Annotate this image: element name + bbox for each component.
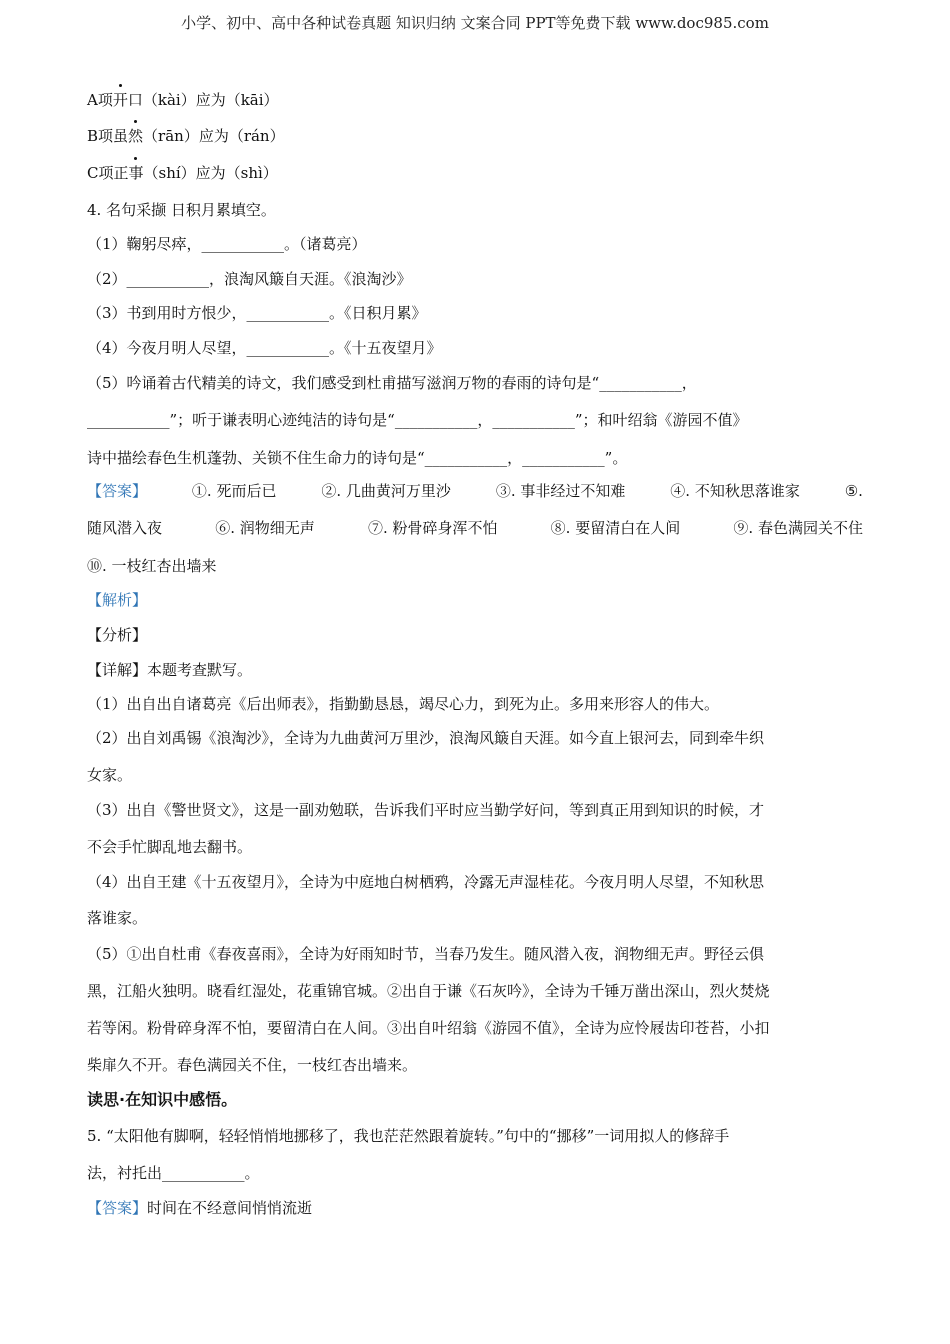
xiangjie-label: 【详解】本题考查默写。: [87, 661, 253, 679]
answer-item: ①. 死而后已: [191, 482, 277, 500]
detail-4-line2: 落谁家。: [87, 909, 148, 927]
emphasis-char: 事: [128, 164, 144, 182]
q3-option-b: B项虽然（rān）应为（rán）: [87, 127, 285, 145]
q4-item-5-line3: 诗中描绘春色生机蓬勃、关锁不住生命力的诗句是“___________，___________”。: [87, 449, 628, 467]
q4-item-3: （3）书到用时方恨少，___________。《日积月累》: [87, 304, 427, 322]
answer-item: ⑥. 润物细无声: [215, 519, 315, 537]
q4-answer-line1: [87, 480, 863, 502]
q4-item-5-line2: ___________”；听于谦表明心迹纯洁的诗句是“___________，___________”；和叶绍翁《游园不值》: [87, 411, 748, 429]
detail-3-line2: 不会手忙脚乱地去翻书。: [87, 838, 253, 856]
fenxi-label: 【分析】: [87, 626, 148, 644]
q4-item-5-line1: （5）吟诵着古代精美的诗文，我们感受到杜甫描写滋润万物的春雨的诗句是“___________，: [87, 374, 697, 392]
answer-item: ⑨. 春色满园关不住: [733, 519, 863, 537]
detail-5-line4: 柴扉久不开。春色满园关不住，一枝红杏出墙来。: [87, 1056, 418, 1074]
detail-3-line1: （3）出自《警世贤文》，这是一副劝勉联，告诉我们平时应当勤学好问，等到真正用到知识的时候，才: [87, 801, 765, 819]
emphasis-char: 然: [128, 127, 144, 145]
q4-item-2: （2）___________，浪淘风簸自天涯。《浪淘沙》: [87, 270, 412, 288]
detail-4-line1: （4）出自王建《十五夜望月》，全诗为中庭地白树栖鸦，冷露无声湿桂花。今夜月明人尽望，不知秋思: [87, 873, 765, 891]
q4-item-1: （1）鞠躬尽瘁，___________。（诸葛亮）: [87, 235, 367, 253]
detail-1: （1）出自出自诸葛亮《后出师表》，指勤勤恳恳，竭尽心力，到死为止。多用来形容人的伟大。: [87, 695, 720, 713]
emphasis-char: 开: [112, 91, 128, 109]
answer-text: 时间在不经意间悄悄流逝: [147, 1199, 313, 1217]
answer-label: 【答案】: [87, 482, 148, 500]
detail-2-line1: （2）出自刘禹锡《浪淘沙》，全诗为九曲黄河万里沙，浪淘风簸自天涯。如今直上银河去，同到牵牛织: [87, 729, 765, 747]
q5-line1: 5. “太阳他有脚啊，轻轻悄悄地挪移了，我也茫茫然跟着旋转。”句中的“挪移”一词用拟人的修辞手: [87, 1127, 730, 1145]
detail-5-line2: 黑，江船火独明。晓看红湿处，花重锦官城。②出自于谦《石灰吟》，全诗为千锤万凿出深山，烈火焚烧: [87, 982, 770, 1000]
detail-5-line1: （5）①出自杜甫《春夜喜雨》，全诗为好雨知时节，当春乃发生。随风潜入夜，润物细无声。野径云俱: [87, 945, 765, 963]
q3-option-c: C项正事（shí）应为（shì）: [87, 164, 278, 182]
q4-item-4: （4）今夜月明人尽望，___________。《十五夜望月》: [87, 339, 442, 357]
answer-item: ③. 事非经过不知难: [495, 482, 626, 500]
q5-line2: 法，衬托出___________。: [87, 1164, 260, 1182]
q5-answer: [87, 1197, 312, 1219]
q3-option-a: A项开口（kài）应为（kāi）: [87, 91, 279, 109]
q4-answer-line3: ⑩. 一枝红杏出墙来: [87, 557, 217, 575]
section-heading: 读思·在知识中感悟。: [87, 1090, 238, 1109]
answer-label: 【答案】: [87, 1199, 148, 1217]
page-header: 小学、初中、高中各种试卷真题 知识归纳 文案合同 PPT等免费下载 www.doc985.com: [181, 14, 769, 32]
answer-item: ④. 不知秋思落谁家: [670, 482, 800, 500]
answer-item: ⑧. 要留清白在人间: [550, 519, 681, 537]
answer-item: ⑦. 粉骨碎身浑不怕: [367, 519, 498, 537]
q4-answer-line2: [87, 517, 863, 539]
detail-2-line2: 女家。: [87, 766, 133, 784]
q4-title: 4. 名句采撷 日积月累填空。: [87, 201, 276, 219]
analysis-label: 【解析】: [87, 591, 148, 609]
detail-5-line3: 若等闲。粉骨碎身浑不怕，要留清白在人间。③出自叶绍翁《游园不值》，全诗为应怜屐齿印苍苔，小扣: [87, 1019, 770, 1037]
answer-item: 随风潜入夜: [87, 519, 163, 537]
answer-item: ⑤.: [844, 482, 863, 500]
answer-item: ②. 几曲黄河万里沙: [321, 482, 451, 500]
